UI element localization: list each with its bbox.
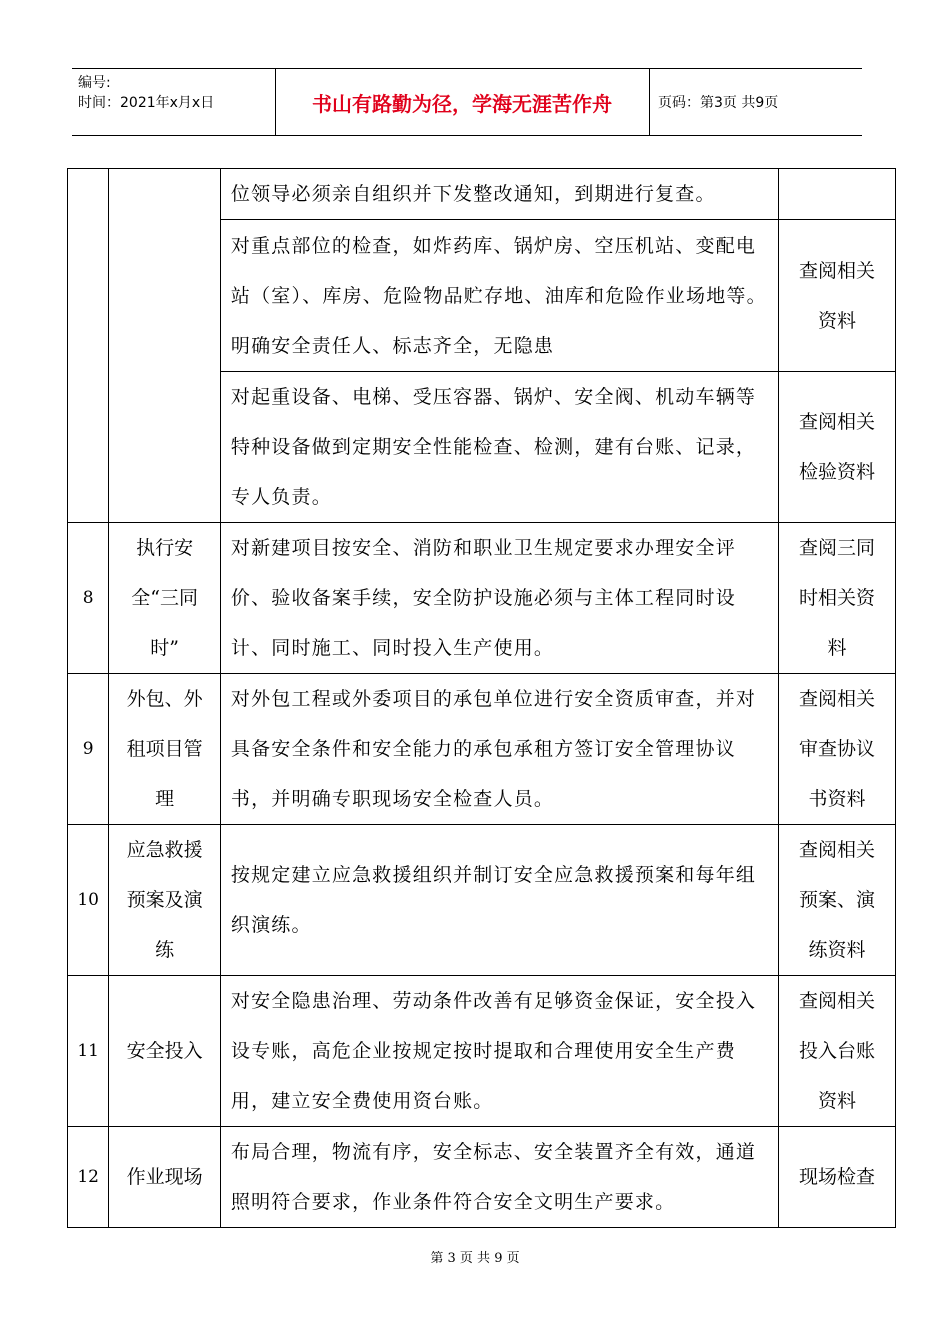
row-content: 对外包工程或外委项目的承包单位进行安全资质审查，并对具备安全条件和安全能力的承包承租方签订安全管理协议书，并明确专职现场安全检查人员。 (230, 688, 757, 810)
row-method: 现场检查 (798, 1166, 875, 1188)
table-row (68, 825, 896, 976)
table-row (68, 1127, 896, 1228)
row-content-cell (220, 825, 778, 976)
row-content: 对重点部位的检查，如炸药库、锅炉房、空压机站、变配电站（室）、库房、危险物品贮存地、油库和危险作业场地等。明确安全责任人、标志齐全，无隐患 (230, 234, 767, 357)
page-header (72, 68, 862, 136)
row-item-cell (109, 976, 221, 1127)
header-page-code: 页码：第3页 共9页 (658, 95, 779, 111)
row-content: 对安全隐患治理、劳动条件改善有足够资金保证，安全投入设专账，高危企业按规定按时提取和合理使用安全生产费用，建立安全费使用资台账。 (230, 990, 757, 1112)
table-row (68, 674, 896, 825)
header-meta (78, 73, 278, 113)
row-method: 查阅三同时相关资料 (798, 537, 875, 659)
row-method-cell (778, 372, 895, 523)
row-method-cell (778, 220, 895, 372)
table-row (68, 523, 896, 674)
row-number-cell (68, 169, 109, 523)
row-number: 12 (68, 1127, 109, 1228)
header-motto: 书山有路勤为径，学海无涯苦作舟 (312, 91, 612, 116)
row-item-cell (109, 169, 221, 523)
row-content-cell (220, 220, 778, 372)
row-content-cell (220, 372, 778, 523)
header-divider (649, 69, 650, 135)
row-item: 执行安全“三同时” (131, 537, 198, 659)
row-item-cell (109, 825, 221, 976)
row-content-cell (220, 1127, 778, 1228)
page-footer: 第 3 页 共 9 页 (430, 1251, 520, 1266)
row-content-cell (220, 674, 778, 825)
row-content: 按规定建立应急救援组织并制订安全应急救援预案和每年组织演练。 (230, 864, 757, 936)
row-content: 对起重设备、电梯、受压容器、锅炉、安全阀、机动车辆等特种设备做到定期安全性能检查、检测，建有台账、记录，专人负责。 (230, 386, 757, 508)
document-number-label: 编号: (78, 75, 111, 91)
row-item: 作业现场 (126, 1166, 203, 1188)
row-content-cell (220, 523, 778, 674)
row-item: 应急救援预案及演练 (126, 839, 203, 961)
row-method-cell (778, 1127, 895, 1228)
row-method-cell (778, 674, 895, 825)
row-method-cell (778, 169, 895, 220)
row-method: 查阅相关投入台账资料 (798, 990, 875, 1112)
row-method-cell (778, 523, 895, 674)
inspection-table (67, 168, 896, 1228)
row-content-cell (220, 169, 778, 220)
row-content: 位领导必须亲自组织并下发整改通知，到期进行复查。 (230, 183, 716, 205)
row-number: 8 (68, 523, 109, 674)
row-method-cell (778, 825, 895, 976)
row-method-cell (778, 976, 895, 1127)
row-item-cell (109, 1127, 221, 1228)
row-method: 查阅相关检验资料 (798, 411, 875, 483)
row-method: 查阅相关资料 (798, 259, 875, 332)
row-number: 9 (68, 674, 109, 825)
row-item: 外包、外租项目管理 (126, 688, 203, 810)
row-item: 安全投入 (126, 1040, 203, 1062)
row-content: 布局合理，物流有序，安全标志、安全装置齐全有效，通道照明符合要求，作业条件符合安全文明生产要求。 (230, 1141, 757, 1213)
row-content: 对新建项目按安全、消防和职业卫生规定要求办理安全评价、验收备案手续，安全防护设施必须与主体工程同时设计、同时施工、同时投入生产使用。 (230, 537, 736, 659)
row-method: 查阅相关审查协议书资料 (798, 688, 875, 810)
row-item-cell (109, 674, 221, 825)
row-number: 10 (68, 825, 109, 976)
table-row (68, 976, 896, 1127)
row-content-cell (220, 976, 778, 1127)
row-item-cell (109, 523, 221, 674)
row-method: 查阅相关预案、演练资料 (798, 839, 875, 961)
table-row (68, 169, 896, 220)
document-date: 时间：2021年x月x日 (78, 95, 215, 111)
row-number: 11 (68, 976, 109, 1127)
